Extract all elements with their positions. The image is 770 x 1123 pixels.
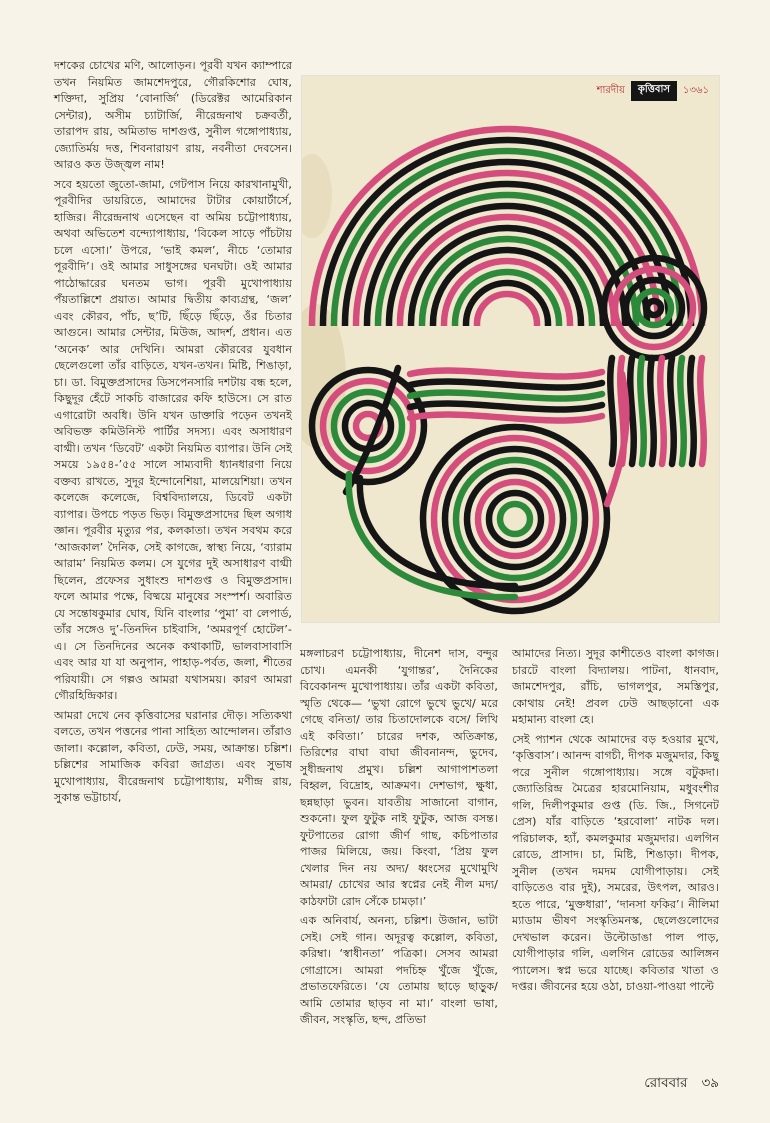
body-paragraph: সেই প্যাশন থেকে আমাদের বড় হওয়ার মুখে, ‘কৃত্তিবাস’। আনন্দ বাগচী, দীপক মজুমদার, কিছু পরে সুনীল গঙ্গোপাধ্যায়। সঙ্গে বটুকদা। জ্যোতিরিন্দ্র মৈত্রের হারমোনিয়াম, মধুবংশীর গলি, দিলীপকুমার গুপ্ত (ডি. জি., সিগনেট প্রেস) যাঁর বাড়িতে ‘হরবোলা’ নাটক দল। পরিচালক, হ্যাঁ, কমলকুমার মজুমদার। এলগিন রোডে, প্রাসাদ। চা, মিষ্টি, শিঙাড়া। দীপক, সুনীল (তখন দমদম যোগীপাড়ায়। সেই বাড়িতেও বার দুই), সমরের, উৎপল, আরও। হতে পারে, ‘মুক্তধারা’, ‘দানসা ফকির’। নীলিমা ম্যাডাম ভীষণ সংস্কৃতিমনস্ক, ছেলেগুলোদের দেখভাল করেন। উল্টোডাঙা পাল পাড়, যোগীপাড়ার গলি, এলগিন রোডের আলিঙ্গন প্যালেস। স্বপ্ন ভরে যাচ্ছে। কবিতার খাতা ও দপ্তর। জীবনের হয়ে ওঠা, চাওয়া-পাওয়া পাল্টে xyxy=(512,732,719,993)
body-paragraph: সবে হয়তো জুতো-জামা, গেটপাস নিয়ে কারখানামুখী, পূরবীদির ডায়রিতে, আমাদের টাটার কোয়ার্টার্সে, হাজির। নীরেন্দ্রনাথ এসেছেন বা অমিয় চট্টোপাধ্যায়, অথবা অভিতেশ বন্দ্যোপাধ্যায়, ‘বিকেল সাড়ে পাঁচটায় চলে এসো।’ উপরে, ‘ভাই কমল’, নীচে ‘তোমার পূরবীদি’। ওই আমার সাধুসঙ্গের ঘনঘটা। ওই আমার পাঠোদ্ধারের ঘনতম ভাগ। পূরবী মুখোপাধ্যায় পঁয়তাল্লিশে প্রয়াত। আমার দ্বিতীয় কাব্যগ্রন্থ, ‘জল’ এবং কৌরব, পাঁচ, ছ’টি, ছিঁড়ে ছিঁড়ে, ওঁর চিতার আগুনে। আমার সেন্টার, মিউজ, আদর্শ, প্রধান। এত ‘অনেক’ আর দেখিনি। আমরা কৌরবের যুবধান ছেলেগুলো তাঁর বাড়িতে, যখন-তখন। মিষ্টি, শিঙাড়া, চা। ডা. বিমুক্তপ্রসাদের ডিসপেনসারি দশটায় বন্ধ হলে, কিছুদূর হেঁটে সাকচি বাজারের কফি হাউসে। সে রাত এগারোটা অবধি। উনি যখন ডাক্তারি পড়েন তখনই অবিভক্ত কমিউনিস্ট পার্টির সদস্য। এবং অসাধারণ বাগ্মী। তখন ‘ডিবেট’ একটা নিয়মিত ব্যাপার। উনি সেই সময়ে ১৯৫৪-’৫৫ সালে সাম্যবাদী ধ্যানধারণা নিয়ে বক্তব্য রাখতে, সুদূর ইন্দোনেশিয়া, মালয়েশিয়া। তখন কলেজে কলেজে, বিশ্ববিদ্যালয়ে, ডিবেট একটা ব্যাপার। উপচে পড়ত ভিড়। বিমুক্তপ্রসাদের ছিল অগাধ জ্ঞান। পূরবীর মৃত্যুর পর, কলকাতা। তখন সবথম করে ‘আজকাল’ দৈনিক, সেই কাগজে, স্বাস্থ্য নিয়ে, ‘ব্যারাম আরাম’ নিয়মিত কলম। সে যুগের দুই অসাধারণ বাগ্মী ছিলেন, প্রফেসর সুধাংশু দাশগুপ্ত ও বিমুক্তপ্রসাদ। ফলে আমার পক্ষে, বিষ্ময়ে মানুষের সংস্পর্শ। অবারিত যে সন্তোষকুমার ঘোষ, যিনি বাংলার ‘পুমা’ বা লেপার্ড, তাঁর সঙ্গেও দু’-তিনদিন চাইবাসি, ‘অমরপূর্ণ হোটেল’-এ। সে তিনদিনের অনেক কথাকাটি, ভালবাসাবাসি এবং আর যা যা অনুপান, পাহাড়-পর্বত, জলা, শীতের পরিযায়ী। সে গল্পও আমরা যথাসময়। কারণ আমরা গৌরহিন্দ্রিকার। xyxy=(54,177,292,702)
year-label: ১৩৬১ xyxy=(683,84,709,96)
magazine-title: রোববার xyxy=(644,1075,688,1091)
body-paragraph: দশকের চোখের মণি, আলোড়ন। পূরবী যখন ক্যাম্পারে তখন নিয়মিত জামশেদপুরে, গৌরকিশোর ঘোষ, শক্তিদা, সুপ্রিয় ‘বোনার্জি’ (ডিরেক্টর আমেরিকান সেন্টার), অসীম চ্যাটার্জি, নীরেন্দ্রনাথ চক্রবর্তী, তারাপদ রায়, অমিতাভ দাশগুপ্ত, সুনীল গঙ্গোপাধ্যায়, জ্যোতির্ময় দত্ত, শিবনারায়ণ রায়, নবনীতা দেবসেন। আরও কত উজ্জ্বল নাম! xyxy=(54,59,292,171)
left-column xyxy=(54,58,292,1058)
body-paragraph: আমরা দেখে নেব কৃত্তিবাসের ঘরানার দৌড়। সত্যিকথা বলতে, তখন পত্তনের পানা সাহিত্য আন্দোলন। তাঁরাও জালা। কল্লোল, কবিতা, ঢেউ, সময়, আক্রান্ত। চল্লিশ। চল্লিশের সামাজিক কবিরা জাগ্রত। এবং সুভাষ মুখোপাধ্যায়, বীরেন্দ্রনাথ চট্টোপাধ্যায়, মণীন্দ্র রায়, সুকান্ত ভট্টাচার্য, xyxy=(54,708,292,804)
body-paragraph: মঙ্গলাচরণ চট্টোপাধ্যায়, দীনেশ দাস, বন্দুর চোখ। এমনকী ‘যুগান্তর’, দৈনিকের বিবেকানন্দ মুখোপাধ্যায়। তাঁর একটা কবিতা, স্মৃতি থেকে— ‘ভুখা রোগে ভুখে ভুখে/ মরে গেছে বনিতা/ তার চিতাদোলকে বসে/ লিখি এই কবিতা।’ চারের দশক, অতিক্রান্ত, তিরিশের বাঘা বাঘা জীবনানন্দ, ভুদেব, সুধীন্দ্রনাথ প্রমুখ। চল্লিশ আগাপাশতলা বিহ্বল, বিদ্রোহ, আক্রমণ। দেশভাগ, ক্ষুধা, ছন্নছাড়া ভুবন। যাবতীয় সাজানো বাগান, শুকনো। ফুল ফুটুক নাই ফুটুক, আজ বসন্ত। ফুটপাতের রোগা জীর্ণ গাছ, কচিপাতার পাজর মিলিয়ে, জয়। কিংবা, ‘প্রিয় ফুল খেলার দিন নয় অদ্য/ ধ্বংসের মুখোমুখি আমরা/ চোখের আর স্বপ্নের নেই নীল মদ্য/ কাঠফাটা রোদ সেঁকে চামড়া।’ xyxy=(300,647,498,908)
page-number: ৩৯ xyxy=(701,1075,719,1091)
body-paragraph: এক অনিবার্য, অনন্য, চল্লিশ। উজান, ভাটা সেই। সেই গান। অদূরত্ব কল্লোল, কবিতা, করিম্বা। ‘স্বাধীনতা’ পত্রিকা। সেসব আমরা গোগ্রাসে। আমরা পদচিহ্ন খুঁজে খুঁজে, প্রভাতফেরিতে। ‘যে তোমায় ছাড়ে ছাড়ুক/ আমি তোমার ছাড়ব না মা।’ বাংলা ভাষা, জীবন, সংস্কৃতি, ছন্দ, প্রতিভা xyxy=(300,914,498,1026)
edition-label: শারদীয় xyxy=(596,84,625,96)
body-paragraph: আমাদের নিত্য। সুদূর কাশীতেও বাংলা কাগজ। চারটে বাংলা বিদ্যালয়। পাটনা, ধানবাদ, জামশেদপুর, রাঁচি, ভাগলপুর, সমস্তিপুর, কোথায় নেই! প্রবল ঢেউ আছড়ানো এক মহামান্য বাংলা হে। xyxy=(512,647,719,726)
krittibas-cover-art xyxy=(302,76,719,622)
masthead-logo: কৃত্তিবাস xyxy=(631,81,677,101)
artwork-header xyxy=(597,81,709,101)
krittibas-cover-plate xyxy=(302,76,719,622)
middle-column xyxy=(300,646,498,1062)
right-column xyxy=(512,646,719,1062)
page-footer xyxy=(644,1072,719,1095)
